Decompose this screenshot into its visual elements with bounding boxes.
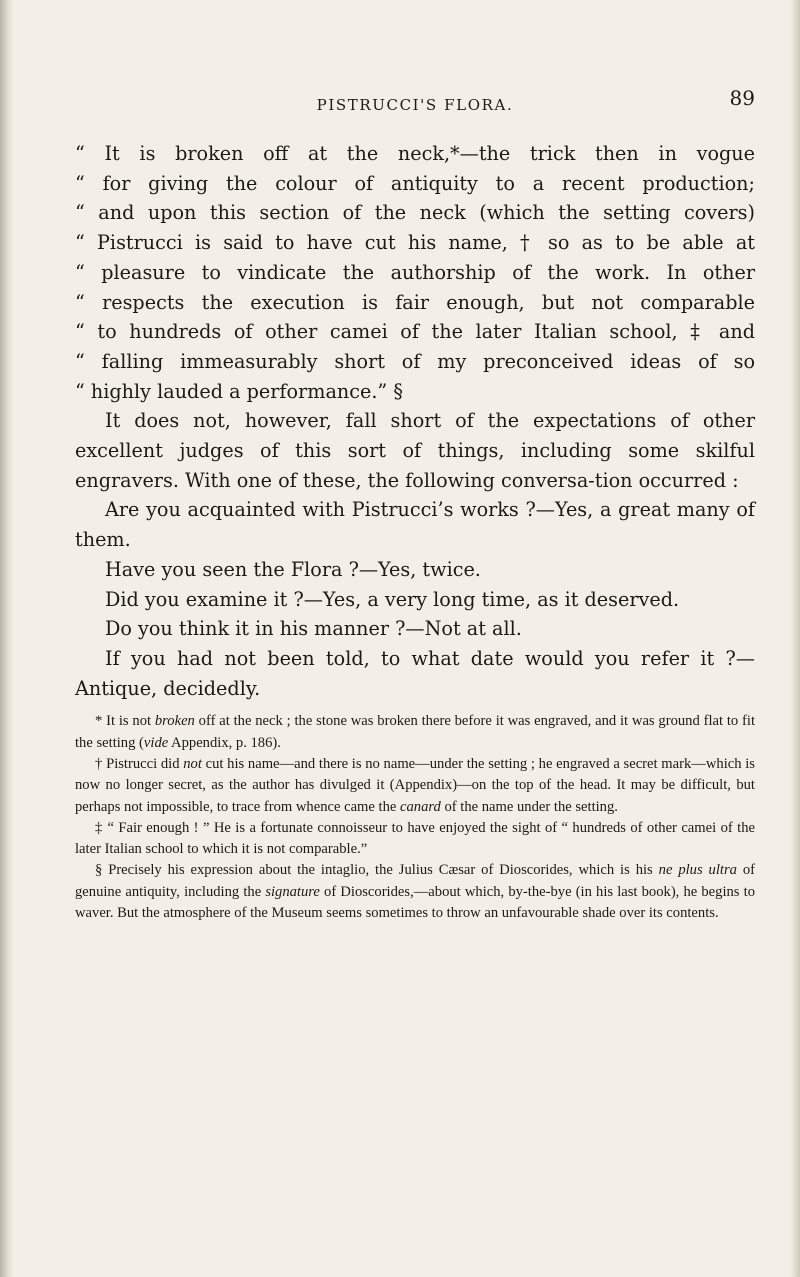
quote-line: “ for giving the colour of antiquity to a recent production; (75, 171, 755, 195)
running-head: PISTRUCCI'S FLORA. (316, 96, 514, 114)
quote-line: “ and upon this section of the neck (which the setting covers) (75, 201, 755, 225)
paragraph: Do you think it in his manner ?—Not at all. (105, 617, 522, 641)
footnote-star: * It is not broken off at the neck ; the stone was broken there before it was engraved, and it was ground flat to fit the setting (vide Appendix, p. 186). (75, 713, 755, 751)
footnote-section: § Precisely his expression about the intaglio, the Julius Cæsar of Dioscorides, which is his ne plus ultra of genuine antiquity, including the signature of Dioscorides,—about which, by-the-bye (in his last book), he begins to waver. But the atmosphere of the Museum seems sometimes to throw an unfavourable shade over its contents. (75, 862, 755, 922)
quoted-passage (75, 139, 755, 406)
quote-line: “ falling immeasurably short of my preconceived ideas of so (75, 349, 755, 373)
footnote-dagger: † Pistrucci did not cut his name—and there is no name—under the setting ; he engraved a secret mark—which is now no longer secret, as the author has divulged it (Appendix)—on the top of the head. It may be difficult, but perhaps not impossible, to trace from whence came the canard of the name under the setting. (75, 755, 755, 815)
paragraph: It does not, however, fall short of the expectations of other excellent judges of this sort of things, including some skilful engravers. With one of these, the following conversa-tion occurred : (75, 409, 755, 492)
footnotes (75, 711, 755, 924)
paragraph: Have you seen the Flora ?—Yes, twice. (105, 557, 481, 581)
main-text (75, 139, 755, 703)
paragraph: Are you acquainted with Pistrucci’s works ?—Yes, a great many of them. (75, 498, 755, 552)
footnote-double-dagger: ‡ “ Fair enough ! ” He is a fortunate connoisseur to have enjoyed the sight of “ hundreds of other camei of the later Italian school to which it is not comparable.” (75, 819, 755, 858)
page-edge-shadow (790, 0, 800, 1277)
quote-line: “ It is broken off at the neck,*—the trick then in vogue (75, 142, 755, 165)
quote-line: “ Pistrucci is said to have cut his name, † so as to be able at (75, 231, 755, 255)
page-binding-shadow (0, 0, 14, 1277)
book-page (75, 0, 755, 924)
quote-line: “ to hundreds of other camei of the later Italian school, ‡ and (75, 320, 755, 344)
quote-line: “ highly lauded a performance.” § (75, 379, 403, 403)
page-header (75, 86, 755, 122)
page-number: 89 (729, 86, 755, 110)
paragraph: If you had not been told, to what date would you refer it ?— Antique, decidedly. (75, 646, 755, 700)
paragraph: Did you examine it ?—Yes, a very long time, as it deserved. (105, 587, 680, 611)
quote-line: “ respects the execution is fair enough, but not comparable (75, 290, 755, 314)
quote-line: “ pleasure to vindicate the authorship of the work. In other (75, 260, 755, 284)
